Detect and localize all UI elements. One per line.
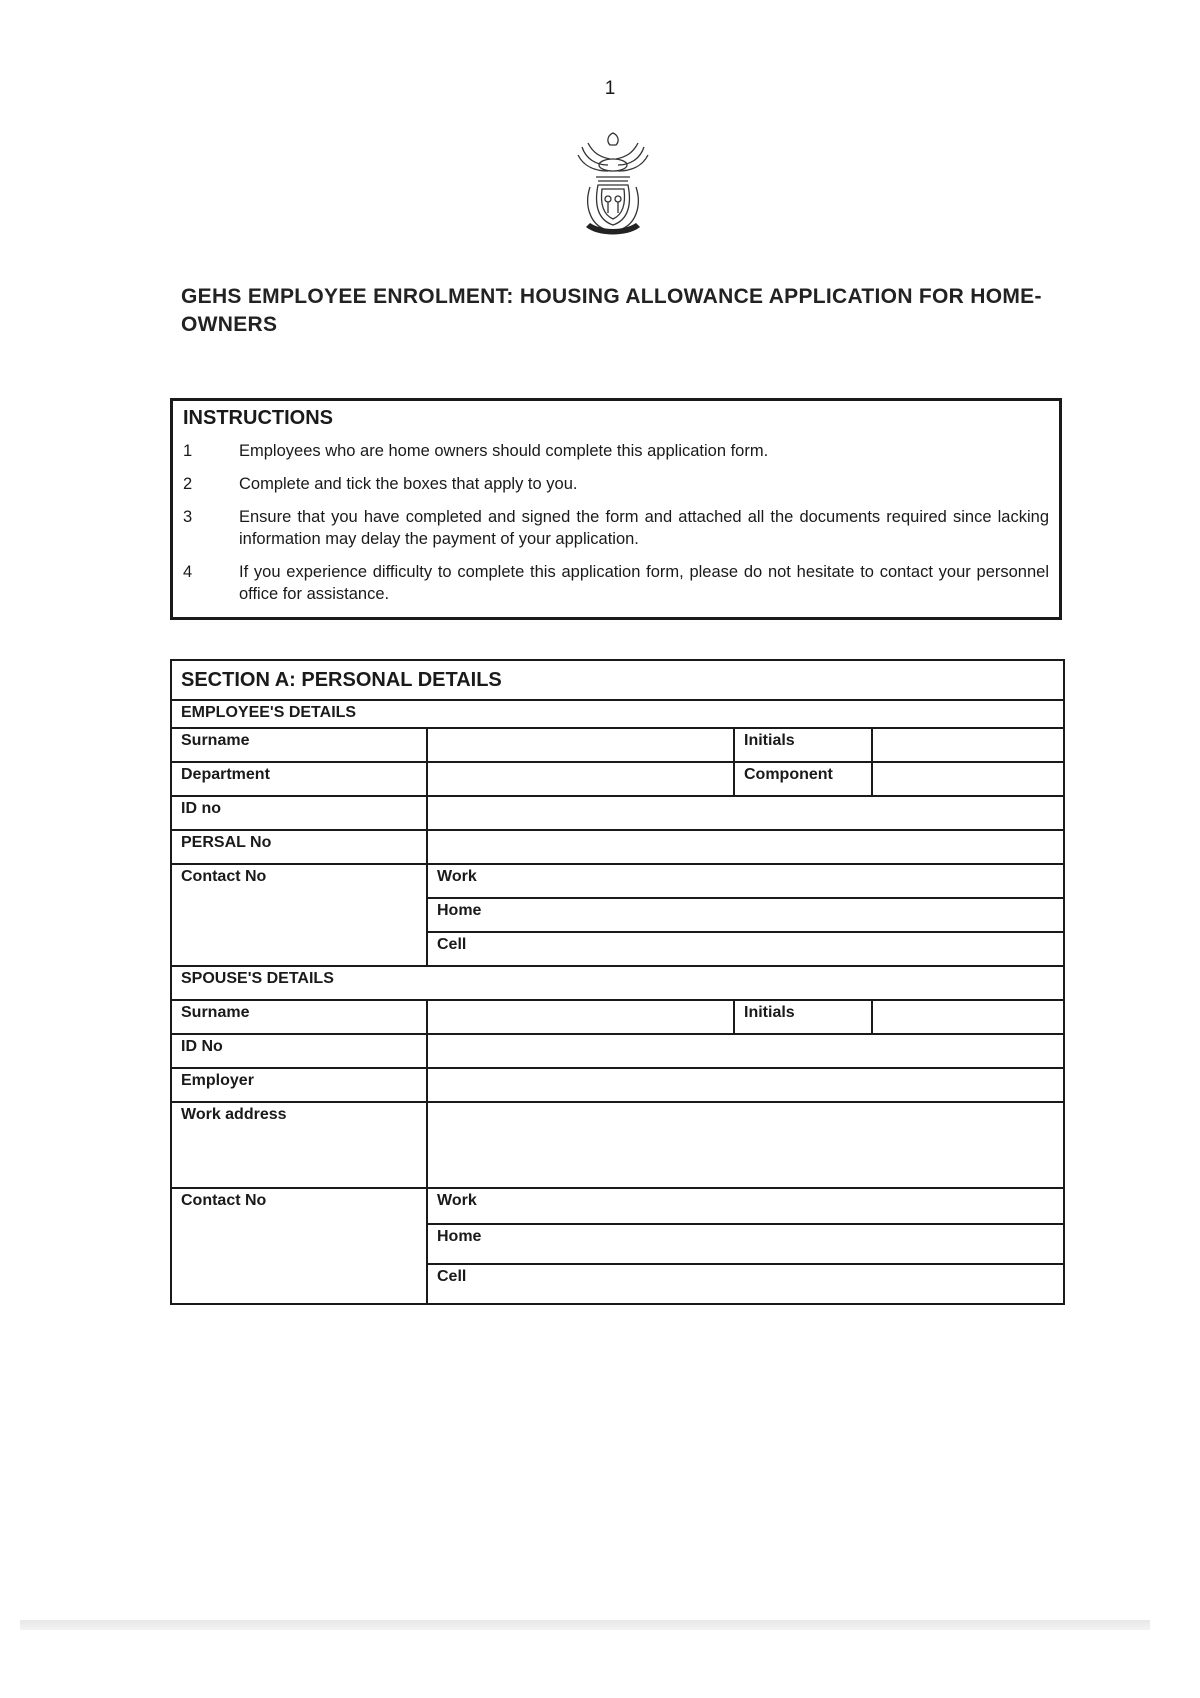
- personal-details-table: [170, 659, 1065, 1305]
- instruction-item: [183, 561, 1049, 605]
- instruction-number: 1: [183, 442, 193, 460]
- spouse-contact-label: Contact No: [171, 1188, 427, 1304]
- work-label: Work: [437, 868, 477, 885]
- work-label: Work: [437, 1192, 477, 1209]
- instruction-item: [183, 440, 1049, 462]
- instruction-number: 2: [183, 475, 193, 493]
- spouse-id-field[interactable]: [427, 1034, 1064, 1068]
- employee-contact-home-field[interactable]: [427, 898, 1064, 932]
- employee-surname-label: Surname: [171, 728, 427, 762]
- cell-label: Cell: [437, 1268, 467, 1285]
- instructions-heading: INSTRUCTIONS: [183, 407, 333, 429]
- instruction-item: [183, 473, 1049, 495]
- employee-contact-cell-field[interactable]: [427, 932, 1064, 966]
- employee-surname-field[interactable]: [427, 728, 734, 762]
- spouse-surname-label: Surname: [171, 1000, 427, 1034]
- instruction-text: If you experience difficulty to complete this application form, please do not hesitate to contact your personnel office for assistance.: [239, 563, 1049, 603]
- spouse-initials-field[interactable]: [872, 1000, 1064, 1034]
- employee-persal-field[interactable]: [427, 830, 1064, 864]
- spouse-employer-field[interactable]: [427, 1068, 1064, 1102]
- home-label: Home: [437, 902, 482, 919]
- employee-initials-label: Initials: [734, 728, 872, 762]
- cell-label: Cell: [437, 936, 467, 953]
- instruction-text: Ensure that you have completed and signed the form and attached all the documents required since lacking information may delay the payment of your application.: [239, 508, 1049, 548]
- coat-of-arms-logo: [568, 125, 658, 240]
- spouse-work-address-label: Work address: [171, 1102, 427, 1188]
- employee-component-label: Component: [734, 762, 872, 796]
- employee-contact-label: Contact No: [171, 864, 427, 966]
- spouse-employer-label: Employer: [171, 1068, 427, 1102]
- employee-details-heading: EMPLOYEE'S DETAILS: [171, 700, 1064, 728]
- spouse-contact-cell-field[interactable]: [427, 1264, 1064, 1304]
- employee-id-label: ID no: [171, 796, 427, 830]
- employee-contact-work-field[interactable]: [427, 864, 1064, 898]
- spouse-initials-label: Initials: [734, 1000, 872, 1034]
- instruction-number: 4: [183, 563, 193, 581]
- section-a-heading: SECTION A: PERSONAL DETAILS: [171, 660, 1064, 700]
- spouse-surname-field[interactable]: [427, 1000, 734, 1034]
- instructions-box: [170, 398, 1062, 620]
- spouse-work-address-field[interactable]: [427, 1102, 1064, 1188]
- instruction-text: Employees who are home owners should complete this application form.: [239, 442, 769, 460]
- scan-edge-artifact: [20, 1620, 1150, 1630]
- document-title: GEHS EMPLOYEE ENROLMENT: HOUSING ALLOWANCE APPLICATION FOR HOME-OWNERS: [181, 285, 1042, 336]
- employee-component-field[interactable]: [872, 762, 1064, 796]
- employee-department-field[interactable]: [427, 762, 734, 796]
- instruction-number: 3: [183, 508, 193, 526]
- spouse-details-heading: SPOUSE'S DETAILS: [171, 966, 1064, 1000]
- instruction-item: [183, 506, 1049, 550]
- spouse-contact-home-field[interactable]: [427, 1224, 1064, 1264]
- spouse-contact-work-field[interactable]: [427, 1188, 1064, 1224]
- employee-initials-field[interactable]: [872, 728, 1064, 762]
- employee-persal-label: PERSAL No: [171, 830, 427, 864]
- employee-department-label: Department: [171, 762, 427, 796]
- spouse-id-label: ID No: [171, 1034, 427, 1068]
- home-label: Home: [437, 1228, 482, 1245]
- instruction-text: Complete and tick the boxes that apply to you.: [239, 475, 578, 493]
- page-number: 1: [604, 78, 616, 99]
- employee-id-field[interactable]: [427, 796, 1064, 830]
